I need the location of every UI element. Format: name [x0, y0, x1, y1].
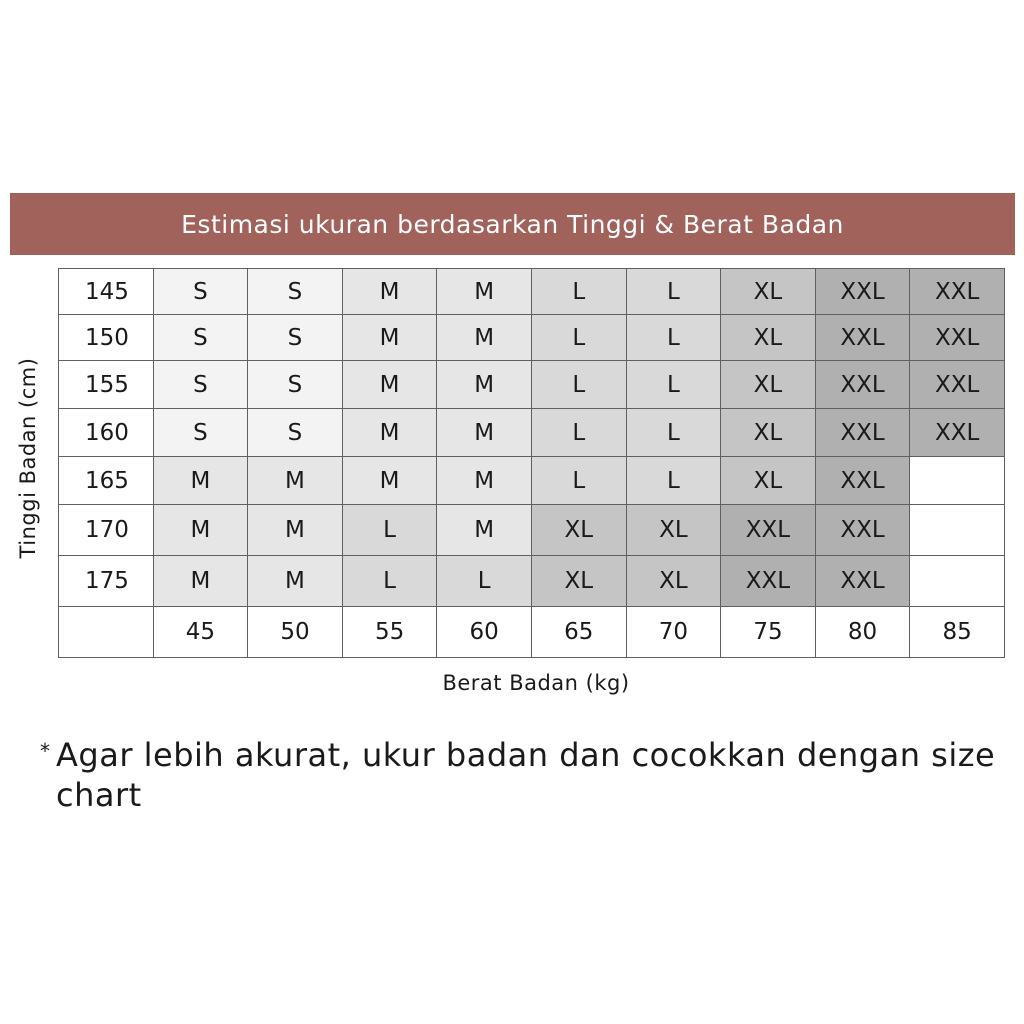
column-label-weight: 65 [531, 607, 626, 658]
size-cell: L [342, 556, 437, 607]
size-cell [910, 457, 1005, 505]
size-cell: S [248, 409, 343, 457]
size-cell: S [153, 269, 248, 315]
table-row [59, 556, 1005, 607]
size-cell: XXL [721, 556, 816, 607]
size-cell: M [153, 556, 248, 607]
x-axis-label: Berat Badan (kg) [442, 671, 630, 695]
size-cell: M [342, 457, 437, 505]
y-axis-label: Tinggi Badan (cm) [16, 357, 40, 559]
row-label-height: 175 [59, 556, 154, 607]
size-cell: L [531, 361, 626, 409]
size-cell: L [626, 361, 721, 409]
size-cell: M [342, 409, 437, 457]
row-label-height: 145 [59, 269, 154, 315]
table-row [59, 315, 1005, 361]
table-row [59, 361, 1005, 409]
size-cell: L [626, 457, 721, 505]
size-cell: L [531, 409, 626, 457]
size-cell: M [437, 505, 532, 556]
size-cell: XXL [910, 361, 1005, 409]
column-label-weight: 45 [153, 607, 248, 658]
row-label-height: 160 [59, 409, 154, 457]
size-cell: M [248, 457, 343, 505]
size-cell: L [437, 556, 532, 607]
column-label-weight: 85 [910, 607, 1005, 658]
table-row [59, 409, 1005, 457]
row-label-height: 150 [59, 315, 154, 361]
size-cell: L [531, 315, 626, 361]
size-cell: XL [721, 315, 816, 361]
size-cell [910, 556, 1005, 607]
size-cell: M [153, 505, 248, 556]
column-label-weight: 50 [248, 607, 343, 658]
size-cell: L [342, 505, 437, 556]
size-cell: XXL [910, 315, 1005, 361]
size-cell: M [248, 505, 343, 556]
corner-cell [59, 607, 154, 658]
size-cell: M [153, 457, 248, 505]
chart-title-banner [10, 193, 1015, 255]
size-cell: M [437, 269, 532, 315]
size-cell: XL [721, 457, 816, 505]
size-cell: L [626, 409, 721, 457]
column-label-row [59, 607, 1005, 658]
table-row [59, 457, 1005, 505]
size-cell: M [437, 361, 532, 409]
size-cell: S [248, 315, 343, 361]
size-cell: XXL [910, 409, 1005, 457]
table-row [59, 505, 1005, 556]
note-text: Agar lebih akurat, ukur badan dan cocokkan dengan size chart [56, 736, 996, 814]
row-label-height: 155 [59, 361, 154, 409]
size-cell: L [626, 315, 721, 361]
size-cell: M [342, 269, 437, 315]
column-label-weight: 80 [815, 607, 910, 658]
column-label-weight: 75 [721, 607, 816, 658]
size-cell: XXL [815, 457, 910, 505]
size-cell: M [437, 409, 532, 457]
column-label-weight: 55 [342, 607, 437, 658]
note-asterisk: * [40, 739, 51, 763]
size-cell: L [531, 269, 626, 315]
size-cell: M [342, 361, 437, 409]
size-cell: XL [626, 556, 721, 607]
size-cell: XXL [721, 505, 816, 556]
size-cell: S [248, 269, 343, 315]
size-cell: XL [721, 361, 816, 409]
column-label-weight: 60 [437, 607, 532, 658]
size-cell: XXL [815, 505, 910, 556]
size-cell: L [531, 457, 626, 505]
size-cell: M [437, 457, 532, 505]
size-cell: S [153, 409, 248, 457]
size-grid-table [58, 268, 1005, 658]
size-cell: XXL [815, 361, 910, 409]
size-cell: XXL [815, 269, 910, 315]
table-row [59, 269, 1005, 315]
size-cell: S [153, 315, 248, 361]
size-cell: XXL [815, 409, 910, 457]
size-cell: XXL [815, 315, 910, 361]
size-cell: S [153, 361, 248, 409]
size-cell: M [248, 556, 343, 607]
size-cell: XL [531, 556, 626, 607]
size-cell: XXL [910, 269, 1005, 315]
size-cell: XL [626, 505, 721, 556]
chart-title: Estimasi ukuran berdasarkan Tinggi & Berat Badan [181, 209, 844, 239]
size-cell: L [626, 269, 721, 315]
size-cell: XL [721, 409, 816, 457]
accuracy-note [40, 735, 1000, 815]
size-cell: XXL [815, 556, 910, 607]
size-cell: XL [531, 505, 626, 556]
size-cell: S [248, 361, 343, 409]
size-cell [910, 505, 1005, 556]
row-label-height: 165 [59, 457, 154, 505]
size-cell: XL [721, 269, 816, 315]
size-cell: M [342, 315, 437, 361]
row-label-height: 170 [59, 505, 154, 556]
size-cell: M [437, 315, 532, 361]
column-label-weight: 70 [626, 607, 721, 658]
